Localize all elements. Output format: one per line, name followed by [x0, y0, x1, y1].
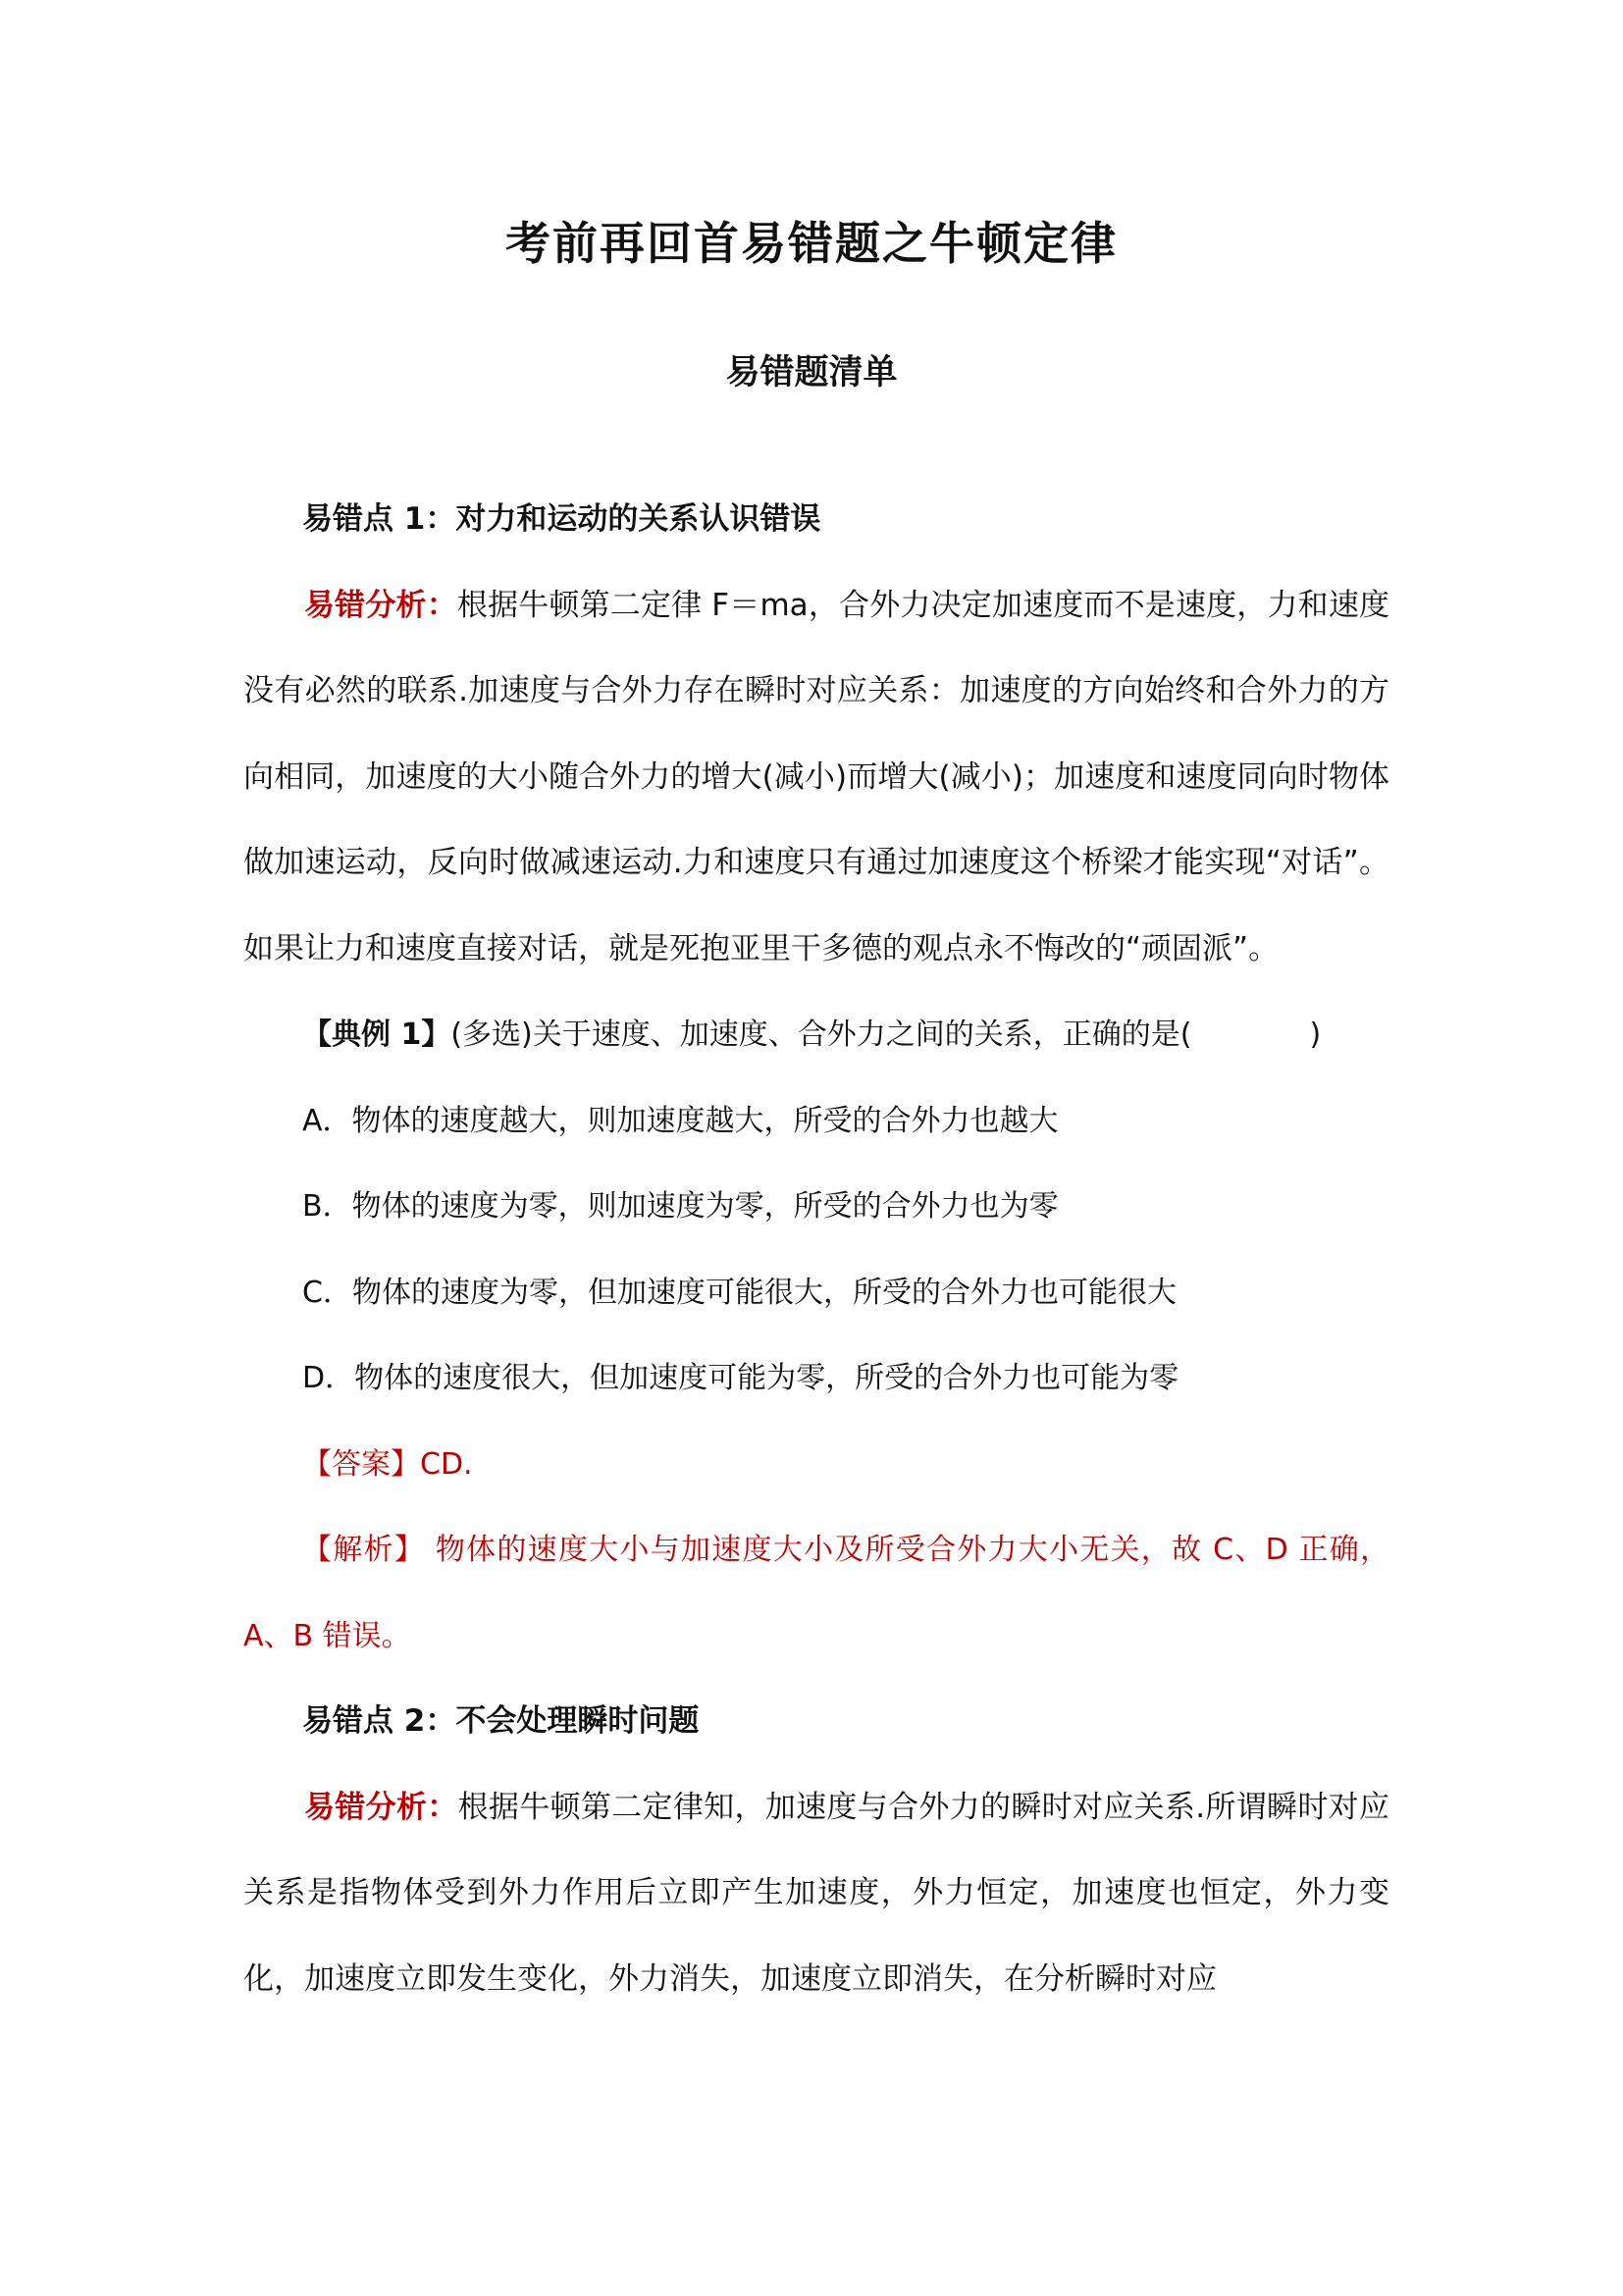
example-1-question — [243, 992, 1389, 1078]
example-1-answer-label: 【答案】 — [302, 1446, 420, 1482]
example-1-answer-text: CD. — [420, 1446, 473, 1482]
point-2-analysis-label: 易错分析： — [304, 1789, 458, 1825]
document-title: 考前再回首易错题之牛顿定律 — [505, 217, 1118, 270]
point-2-heading: 易错点 2：不会处理瞬时问题 — [302, 1703, 700, 1739]
example-1-option-a: A．物体的速度越大，则加速度越大，所受的合外力也越大 — [302, 1103, 1059, 1138]
example-1-answer — [243, 1422, 1389, 1508]
point-2-analysis-text: 根据牛顿第二定律知，加速度与合外力的瞬时对应关系.所谓瞬时对应关系是指物体受到外力作用后立即产生加速度，外力恒定，加速度也恒定，外力变化，加速度立即发生变化，外力消失，加速度立即消失，在分析瞬时对应 — [243, 1789, 1389, 1997]
example-1-label: 【典例 1】 — [302, 1018, 451, 1052]
point-1-heading: 易错点 1：对力和运动的关系认识错误 — [302, 501, 821, 537]
example-1-option-c: C．物体的速度为零，但加速度可能很大，所受的合外力也可能很大 — [302, 1275, 1177, 1310]
example-1-option-b: B．物体的速度为零，则加速度为零，所受的合外力也为零 — [302, 1189, 1059, 1224]
example-1-explain-text: 物体的速度大小与加速度大小及所受合外力大小无关，故 C、D 正确，A、B 错误。 — [243, 1533, 1390, 1653]
example-1-explain-label: 【解析】 — [302, 1533, 426, 1567]
document-subtitle: 易错题清单 — [725, 352, 898, 392]
point-2-analysis — [243, 1765, 1389, 2023]
document-body — [243, 477, 1389, 2022]
point-1-analysis-label: 易错分析： — [304, 587, 457, 623]
example-1-stem: (多选)关于速度、加速度、合外力之间的关系，正确的是( ) — [450, 1018, 1322, 1052]
point-1-analysis — [243, 563, 1389, 993]
point-1-analysis-text: 根据牛顿第二定律 F＝ma，合外力决定加速度而不是速度，力和速度没有必然的联系.加速度与合外力存在瞬时对应关系：加速度的方向始终和合外力的方向相同，加速度的大小随合外力的增大(减小)而增大(减小)；加速度和速度同向时物体做加速运动，反向时做减速运动.力和速度只有通过加速度这个桥梁才能实现“对话”。如果让力和速度直接对话，就是死抱亚里干多德的观点永不悔改的“顽固派”。 — [243, 587, 1389, 966]
example-1-option-d: D．物体的速度很大，但加速度可能为零，所受的合外力也可能为零 — [302, 1361, 1179, 1395]
example-1-explanation — [243, 1507, 1389, 1679]
